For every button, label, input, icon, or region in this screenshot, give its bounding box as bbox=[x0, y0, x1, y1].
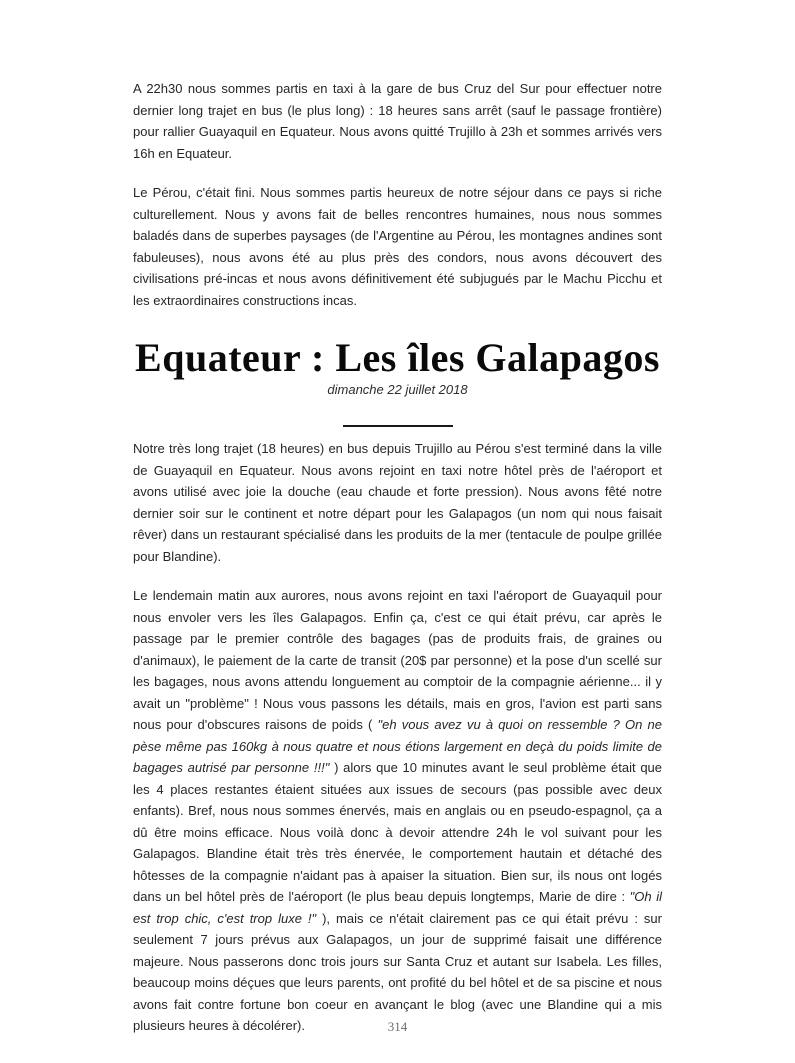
intro-paragraph-peru-farewell: Le Pérou, c'était fini. Nous sommes partis heureux de notre séjour dans ce pays si riche culturellement. Nous y avons fait de belles rencontres humaines, nous nous sommes baladés dans de superbes paysages (de l'Argentine au Pérou, les montagnes andines sont fabuleuses), nous avons été au plus près des condors, nous avons découvert des civilisations pré-incas et nous avons définitivement été subjugués par le Machu Picchu et les extraordinaires constructions incas. bbox=[133, 185, 662, 308]
page-number: 314 bbox=[387, 1019, 408, 1034]
article-header bbox=[133, 337, 662, 397]
inline-quote-hotel: "Oh il est trop chic, c'est trop luxe !" bbox=[133, 889, 662, 926]
body-paragraph-guayaquil: Notre très long trajet (18 heures) en bus depuis Trujillo au Pérou s'est terminé dans la ville de Guayaquil en Equateur. Nous avons rejoint en taxi notre hôtel près de l'aéroport et avons utilisé avec joie la douche (eau chaude et forte pression). Nous avons fêté notre dernier soir sur le continent et notre départ pour les Galapagos (un nom qui nous faisait rêver) dans un restaurant spécialisé dans les produits de la mer (tentacule de poulpe grillée pour Blandine). bbox=[133, 441, 662, 564]
body-paragraph-airport-story bbox=[133, 585, 662, 1037]
article-date: dimanche 22 juillet 2018 bbox=[327, 382, 468, 397]
intro-paragraph-bus-trip: A 22h30 nous sommes partis en taxi à la gare de bus Cruz del Sur pour effectuer notre dernier long trajet en bus (le plus long) : 18 heures sans arrêt (sauf le passage frontière) pour rallier Guayaquil en Equateur. Nous avons quitté Trujillo à 23h et sommes arrivés vers 16h en Equateur. bbox=[133, 81, 662, 161]
story-segment-conclusion: ), mais ce n'était clairement pas ce qui était prévu : sur seulement 7 jours prévus aux Galapagos, un jour de supprimé faisait une différence majeure. Nous passerons donc trois jours sur Santa Cruz et autant sur Isabela. Les filles, beaucoup moins déçues que leurs parents, ont profité du bel hôtel et de sa piscine et nous avons fait contre fortune bon coeur en avançant le blog (avec une Blandine qui a mis plusieurs heures à décolérer). bbox=[133, 910, 662, 1033]
article-title: Equateur : Les îles Galapagos bbox=[135, 335, 660, 380]
section-divider bbox=[343, 425, 453, 427]
story-segment-delay: ) alors que 10 minutes avant le seul problème était que les 4 places restantes étaient situées aux issues de secours (pas possible avec deux enfants). Bref, nous nous sommes énervés, mais en anglais ou en pseudo-espagnol, ça a dû être moins efficace. Nous voilà donc à devoir attendre 24h le vol suivant pour les Galapagos. Blandine était très très énervée, le comportement hautain et détaché des hôtesses de la compagnie n'aidant pas à apaiser la situation. Bien sur, ils nous ont logés dans un bel hôtel près de l'aéroport (le plus beau depuis longtemps, Marie de dire : bbox=[133, 760, 663, 904]
inline-quote-weight: "eh vous avez vu à quoi on ressemble ? On ne pèse même pas 160kg à nous quatre et nous étions largement en deçà du poids limite de bagages autrisé par personne !!!" bbox=[133, 717, 662, 775]
story-segment-airport: Le lendemain matin aux aurores, nous avons rejoint en taxi l'aéroport de Guayaquil pour nous envoler vers les îles Galapagos. Enfin ça, c'est ce qui était prévu, car après le passage par le premier contrôle des bagages (pas de produits frais, de graines ou d'animaux), le paiement de la carte de transit (20$ par personne) et la pose d'un scellé sur les bagages, nous avons attendu longuement au comptoir de la compagnie aérienne... il y avait un "problème" ! Nous vous passons les détails, mais en gros, l'avion est parti sans nous pour d'obscures raisons de poids ( bbox=[133, 588, 662, 732]
